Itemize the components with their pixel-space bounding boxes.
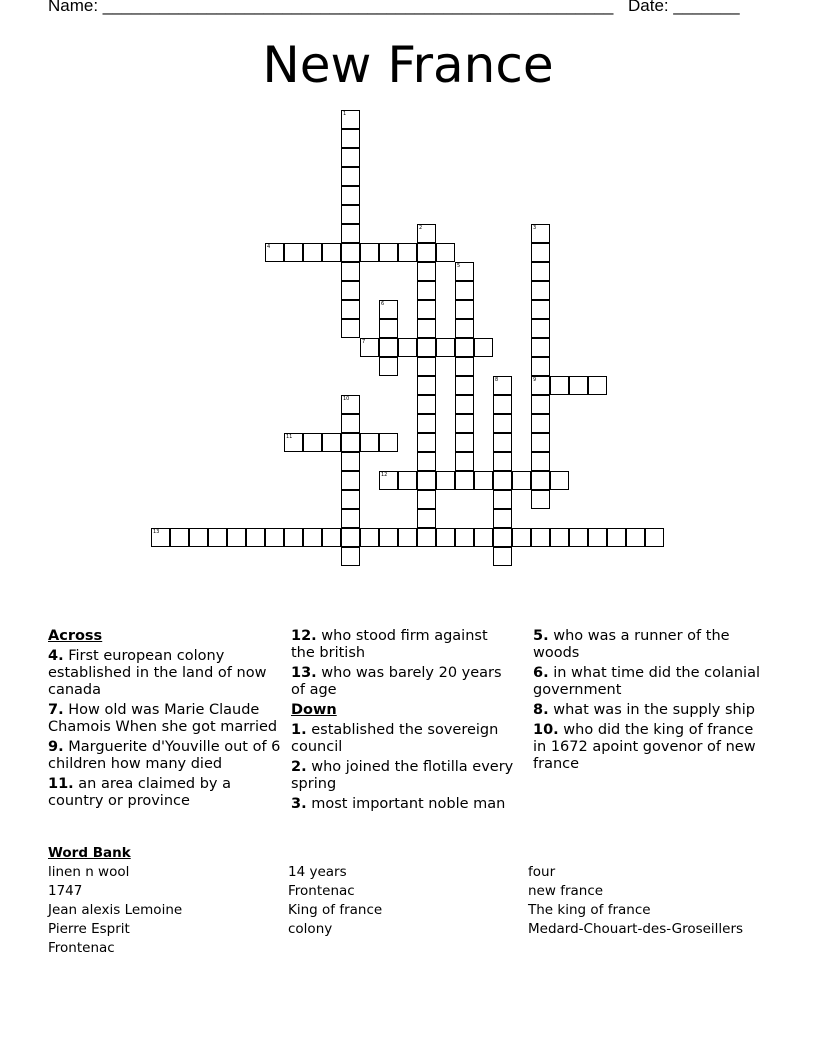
crossword-cell[interactable] [417,243,436,262]
crossword-cell[interactable] [341,186,360,205]
clue-across-13: 13. who was barely 20 years of age [291,665,502,698]
crossword-cell[interactable] [341,528,360,547]
crossword-cell[interactable] [379,433,398,452]
crossword-cell[interactable] [341,205,360,224]
crossword-cell[interactable] [417,224,436,243]
crossword-cell[interactable] [341,129,360,148]
word-bank-column-3 [528,863,743,939]
down-heading: Down [291,702,337,718]
crossword-cell[interactable] [341,224,360,243]
crossword-cell[interactable] [531,452,550,471]
clues-column-3 [533,628,768,776]
crossword-cell[interactable] [341,509,360,528]
crossword-cell[interactable] [341,452,360,471]
crossword-cell[interactable] [341,167,360,186]
clue-number: 11 [286,434,293,440]
clue-number: 13 [153,529,160,535]
crossword-cell[interactable] [151,528,170,547]
crossword-cell[interactable] [341,300,360,319]
clue-down-10: 10. who did the king of france in 1672 apoint govenor of new france [533,722,756,772]
clue-across-11: 11. an area claimed by a country or province [48,776,231,809]
crossword-cell[interactable] [341,471,360,490]
crossword-cell[interactable] [531,300,550,319]
word-bank-item: King of france [288,902,383,918]
crossword-cell[interactable] [455,433,474,452]
crossword-cell[interactable] [379,300,398,319]
crossword-cell[interactable] [493,528,512,547]
date-field-label: Date: _______ [628,0,740,15]
crossword-cell[interactable] [531,414,550,433]
crossword-cell[interactable] [455,395,474,414]
crossword-cell[interactable] [512,471,531,490]
crossword-cell[interactable] [474,338,493,357]
word-bank-item: The king of france [528,902,651,918]
crossword-cell[interactable] [626,528,645,547]
crossword-cell[interactable] [360,338,379,357]
crossword-cell[interactable] [436,338,455,357]
crossword-cell[interactable] [417,300,436,319]
crossword-cell[interactable] [550,376,569,395]
clue-across-4: 4. First european colony established in the land of now canada [48,648,267,698]
crossword-cell[interactable] [455,452,474,471]
crossword-cell[interactable] [493,395,512,414]
crossword-cell[interactable] [493,490,512,509]
crossword-cell[interactable] [284,433,303,452]
crossword-cell[interactable] [417,490,436,509]
crossword-cell[interactable] [341,433,360,452]
word-bank-item: 14 years [288,864,347,880]
crossword-cell[interactable] [360,433,379,452]
crossword-cell[interactable] [645,528,664,547]
crossword-cell[interactable] [208,528,227,547]
clue-number: 6 [381,301,385,307]
crossword-cell[interactable] [417,281,436,300]
crossword-cell[interactable] [398,528,417,547]
word-bank-item: colony [288,921,333,937]
crossword-cell[interactable] [493,471,512,490]
crossword-cell[interactable] [493,547,512,566]
crossword-cell[interactable] [455,338,474,357]
word-bank-column-2 [288,863,382,939]
crossword-cell[interactable] [379,471,398,490]
clue-number: 2 [419,225,423,231]
word-bank-item: Jean alexis Lemoine [48,902,183,918]
clues-column-1 [48,628,283,813]
crossword-cell[interactable] [531,338,550,357]
crossword-cell[interactable] [341,110,360,129]
crossword-cell[interactable] [455,471,474,490]
crossword-cell[interactable] [531,528,550,547]
crossword-cell[interactable] [265,528,284,547]
crossword-cell[interactable] [417,319,436,338]
crossword-cell[interactable] [531,319,550,338]
clue-number: 5 [457,263,461,269]
crossword-cell[interactable] [588,528,607,547]
crossword-cell[interactable] [341,395,360,414]
clue-number: 3 [533,225,537,231]
crossword-cell[interactable] [246,528,265,547]
crossword-cell[interactable] [417,509,436,528]
clue-across-7: 7. How old was Marie Claude Chamois When she got married [48,702,278,735]
word-bank-item: 1747 [48,883,83,899]
clue-down-6: 6. in what time did the colanial government [533,665,760,698]
crossword-cell[interactable] [436,528,455,547]
clue-down-1: 1. established the sovereign council [291,722,499,755]
crossword-cell[interactable] [455,300,474,319]
crossword-cell[interactable] [531,243,550,262]
crossword-cell[interactable] [417,338,436,357]
crossword-cell[interactable] [588,376,607,395]
crossword-cell[interactable] [455,262,474,281]
crossword-cell[interactable] [417,395,436,414]
crossword-cell[interactable] [417,433,436,452]
clue-down-5: 5. who was a runner of the woods [533,628,730,661]
crossword-cell[interactable] [341,243,360,262]
clues-column-2 [291,628,516,816]
crossword-cell[interactable] [303,528,322,547]
crossword-cell[interactable] [417,528,436,547]
crossword-cell[interactable] [550,471,569,490]
crossword-cell[interactable] [493,509,512,528]
crossword-cell[interactable] [189,528,208,547]
word-bank-column-1 [48,863,182,958]
crossword-cell[interactable] [531,281,550,300]
crossword-cell[interactable] [379,357,398,376]
crossword-cell[interactable] [455,528,474,547]
clue-number: 7 [362,339,366,345]
crossword-cell[interactable] [531,433,550,452]
crossword-cell[interactable] [341,414,360,433]
name-field-label: Name: ______________________________________________________ [48,0,614,15]
clue-number: 1 [343,111,347,117]
clue-down-8: 8. what was in the supply ship [533,702,755,718]
crossword-cell[interactable] [531,224,550,243]
clue-number: 9 [533,377,537,383]
crossword-cell[interactable] [341,281,360,300]
clue-number: 4 [267,244,271,250]
crossword-cell[interactable] [360,528,379,547]
crossword-cell[interactable] [436,471,455,490]
crossword-cell[interactable] [398,471,417,490]
crossword-cell[interactable] [265,243,284,262]
clue-number: 10 [343,396,350,402]
crossword-cell[interactable] [341,319,360,338]
crossword-cell[interactable] [398,243,417,262]
crossword-cell[interactable] [436,243,455,262]
crossword-cell[interactable] [455,319,474,338]
crossword-cell[interactable] [341,547,360,566]
crossword-cell[interactable] [360,243,379,262]
crossword-cell[interactable] [417,262,436,281]
crossword-cell[interactable] [493,452,512,471]
crossword-cell[interactable] [531,262,550,281]
crossword-cell[interactable] [569,376,588,395]
page-title: New France [262,36,554,94]
across-heading: Across [48,628,103,644]
crossword-cell[interactable] [531,395,550,414]
clue-number: 12 [381,472,388,478]
crossword-cell[interactable] [398,338,417,357]
crossword-cell[interactable] [493,376,512,395]
crossword-cell[interactable] [341,148,360,167]
word-bank-item: Medard-Chouart-des-Groseillers [528,921,744,937]
crossword-cell[interactable] [493,433,512,452]
crossword-cell[interactable] [417,376,436,395]
crossword-cell[interactable] [303,433,322,452]
crossword-cell[interactable] [455,281,474,300]
clue-across-12: 12. who stood firm against the british [291,628,488,661]
crossword-cell[interactable] [474,471,493,490]
crossword-cell[interactable] [455,414,474,433]
word-bank-item: linen n wool [48,864,130,880]
word-bank-item: Frontenac [48,940,115,956]
crossword-cell[interactable] [379,528,398,547]
crossword-cell[interactable] [284,528,303,547]
crossword-cell[interactable] [379,338,398,357]
crossword-cell[interactable] [170,528,189,547]
crossword-cell[interactable] [284,243,303,262]
crossword-cell[interactable] [531,490,550,509]
crossword-cell[interactable] [417,414,436,433]
clue-across-9: 9. Marguerite d'Youville out of 6 children how many died [48,739,281,772]
crossword-cell[interactable] [569,528,588,547]
crossword-cell[interactable] [341,262,360,281]
word-bank-item: new france [528,883,604,899]
crossword-cell[interactable] [531,471,550,490]
crossword-cell[interactable] [607,528,626,547]
crossword-cell[interactable] [322,433,341,452]
crossword-cell[interactable] [455,357,474,376]
crossword-cell[interactable] [417,452,436,471]
crossword-cell[interactable] [550,528,569,547]
crossword-cell[interactable] [531,376,550,395]
crossword-cell[interactable] [379,319,398,338]
crossword-cell[interactable] [531,357,550,376]
crossword-cell[interactable] [227,528,246,547]
clue-down-3: 3. most important noble man [291,796,506,812]
clue-number: 8 [495,377,499,383]
word-bank-item: four [528,864,556,880]
crossword-cell[interactable] [322,528,341,547]
crossword-cell[interactable] [341,490,360,509]
crossword-cell[interactable] [417,471,436,490]
crossword-cell[interactable] [455,376,474,395]
word-bank-heading: Word Bank [48,845,131,861]
crossword-cell[interactable] [512,528,531,547]
word-bank-item: Frontenac [288,883,355,899]
clue-down-2: 2. who joined the flotilla every spring [291,759,514,792]
word-bank-item: Pierre Esprit [48,921,130,937]
crossword-cell[interactable] [379,243,398,262]
crossword-cell[interactable] [303,243,322,262]
crossword-cell[interactable] [474,528,493,547]
crossword-cell[interactable] [322,243,341,262]
crossword-cell[interactable] [417,357,436,376]
crossword-cell[interactable] [493,414,512,433]
